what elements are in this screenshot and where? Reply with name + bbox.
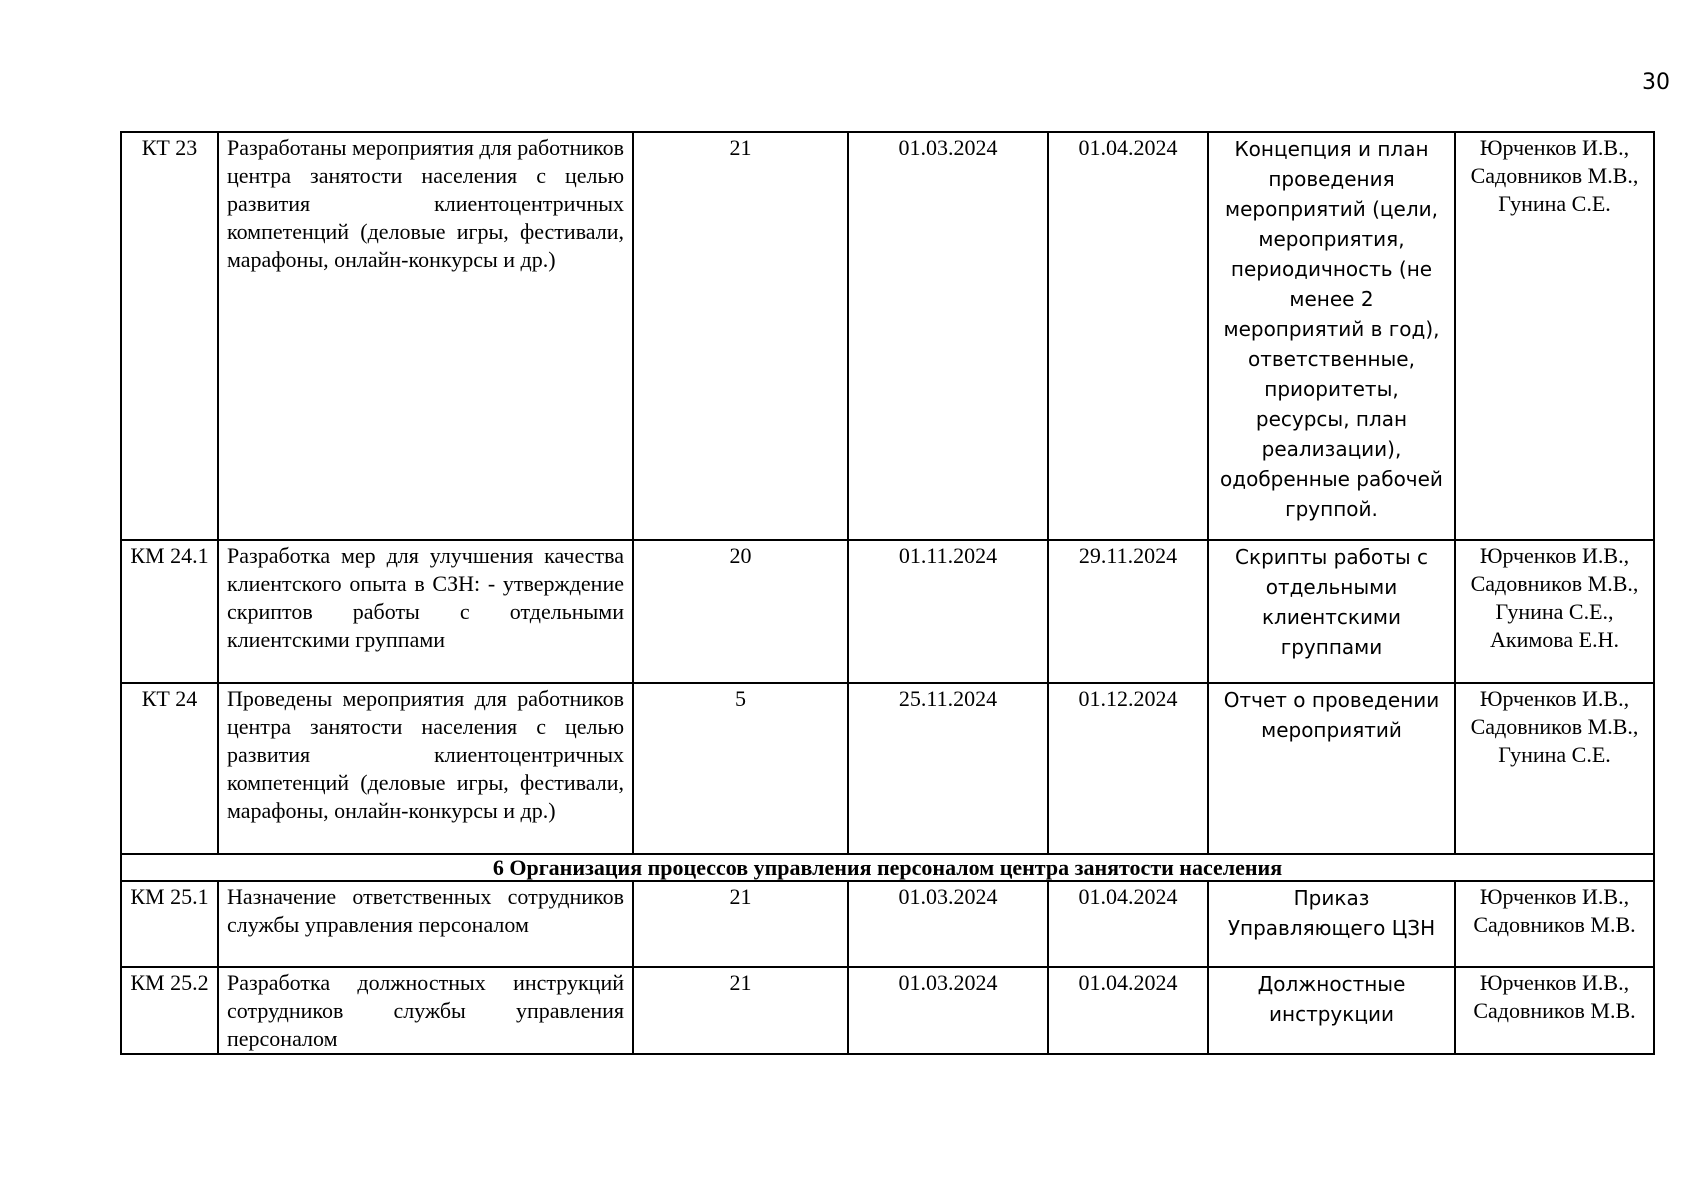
row-responsible: Юрченков И.В., Садовников М.В. [1455,967,1654,1054]
row-responsible: Юрченков И.В., Садовников М.В., Гунина С.Е., Акимова Е.Н. [1455,540,1654,683]
row-duration: 20 [633,540,848,683]
section-title: 6 Организация процессов управления персоналом центра занятости населения [121,854,1654,881]
row-code: КМ 25.2 [121,967,218,1054]
row-end-date: 01.04.2024 [1048,881,1208,967]
section-row [121,854,1654,881]
row-duration: 21 [633,132,848,540]
row-description: Назначение ответственных сотрудников службы управления персоналом [218,881,633,967]
table-row [121,967,1654,1054]
row-description: Проведены мероприятия для работников центра занятости населения с целью развития клиентоцентричных компетенций (деловые игры, фестивали, марафоны, онлайн-конкурсы и др.) [218,683,633,854]
row-result: Скрипты работы с отдельными клиентскими группами [1208,540,1455,683]
row-result: Концепция и план проведения мероприятий (цели, мероприятия, периодичность (не менее 2 мероприятий в год), ответственные, приоритеты, ресурсы, план реализации), одобренные рабочей группой. [1208,132,1455,540]
row-duration: 21 [633,967,848,1054]
row-end-date: 29.11.2024 [1048,540,1208,683]
row-responsible: Юрченков И.В., Садовников М.В. [1455,881,1654,967]
row-start-date: 01.03.2024 [848,132,1048,540]
row-start-date: 01.03.2024 [848,967,1048,1054]
row-description: Разработка мер для улучшения качества клиентского опыта в СЗН: - утверждение скриптов работы с отдельными клиентскими группами [218,540,633,683]
row-duration: 21 [633,881,848,967]
table-row [121,881,1654,967]
row-end-date: 01.04.2024 [1048,967,1208,1054]
row-end-date: 01.12.2024 [1048,683,1208,854]
row-duration: 5 [633,683,848,854]
row-result: Приказ Управляющего ЦЗН [1208,881,1455,967]
row-end-date: 01.04.2024 [1048,132,1208,540]
row-code: КМ 25.1 [121,881,218,967]
row-start-date: 25.11.2024 [848,683,1048,854]
page-number: 30 [1642,70,1670,95]
row-code: КМ 24.1 [121,540,218,683]
row-description: Разработаны мероприятия для работников центра занятости населения с целью развития клиентоцентричных компетенций (деловые игры, фестивали, марафоны, онлайн-конкурсы и др.) [218,132,633,540]
row-start-date: 01.11.2024 [848,540,1048,683]
table-row [121,132,1654,540]
row-result: Должностные инструкции [1208,967,1455,1054]
row-responsible: Юрченков И.В., Садовников М.В., Гунина С.Е. [1455,683,1654,854]
row-description: Разработка должностных инструкций сотрудников службы управления персоналом [218,967,633,1054]
row-code: КТ 24 [121,683,218,854]
table-row [121,540,1654,683]
table-row [121,683,1654,854]
row-code: КТ 23 [121,132,218,540]
row-start-date: 01.03.2024 [848,881,1048,967]
plan-table [120,131,1655,1055]
row-responsible: Юрченков И.В., Садовников М.В., Гунина С.Е. [1455,132,1654,540]
row-result: Отчет о проведении мероприятий [1208,683,1455,854]
